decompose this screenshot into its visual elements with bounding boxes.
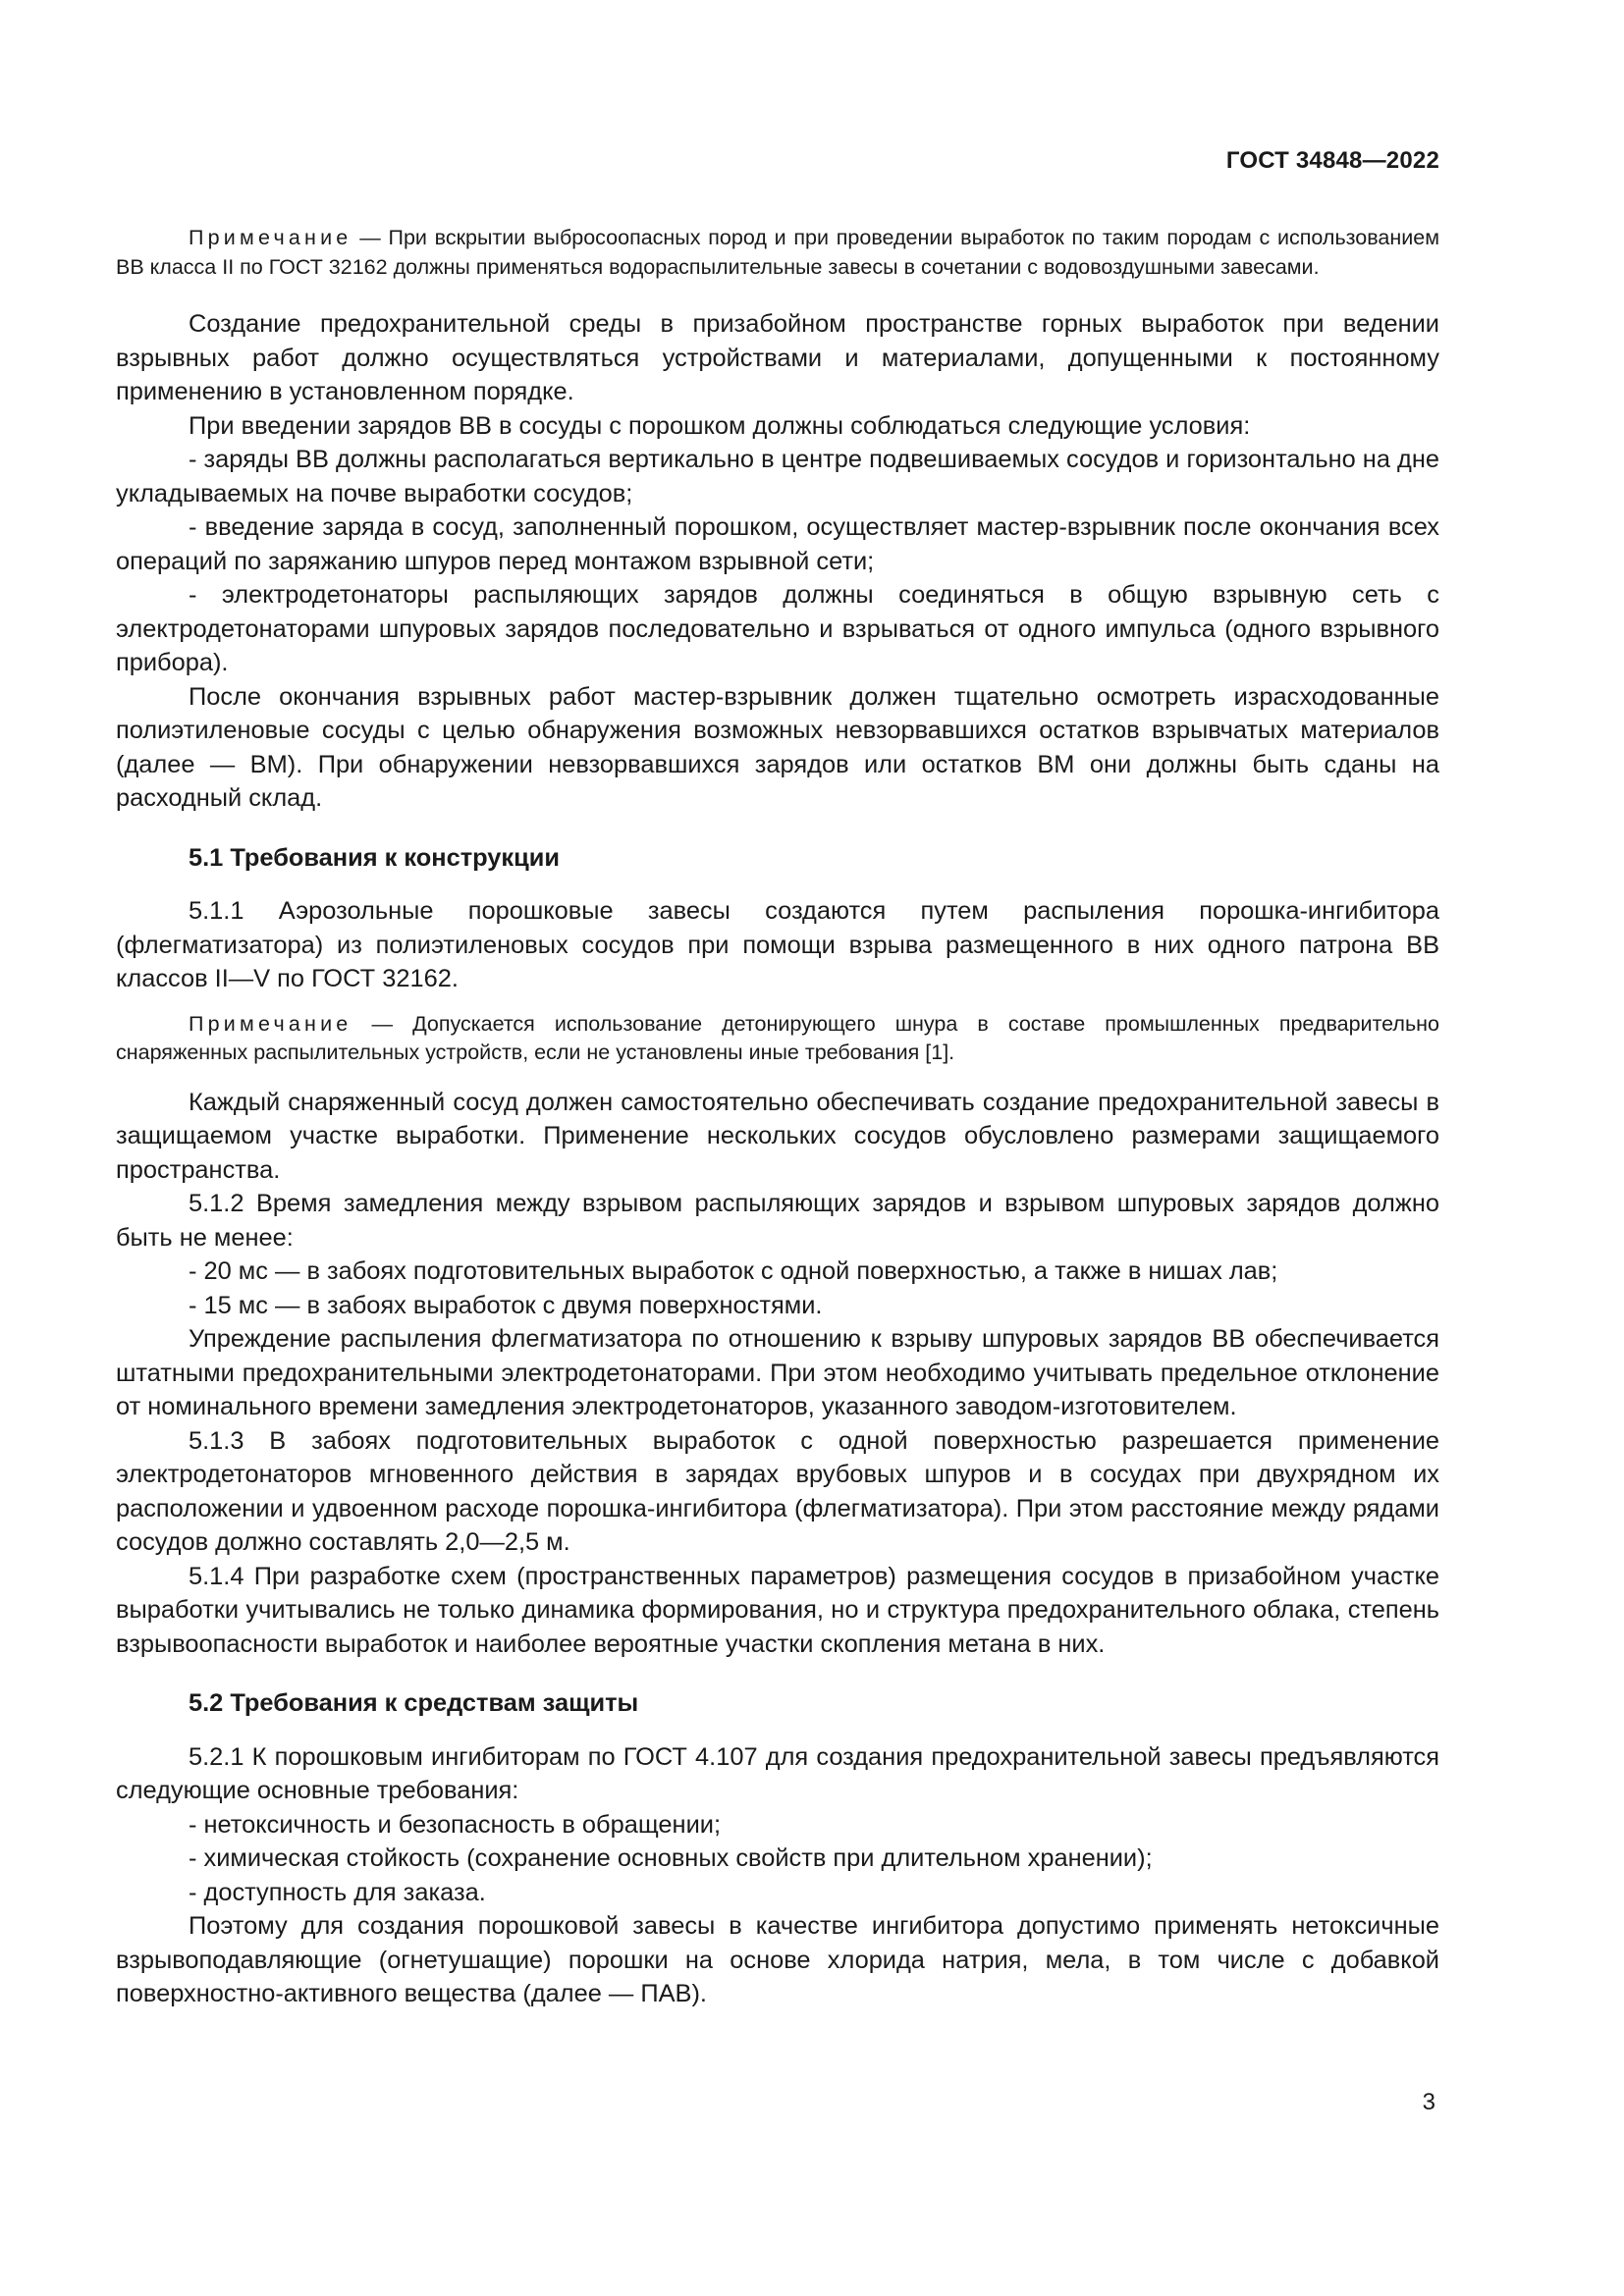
note-2: [116, 1010, 1439, 1068]
list-item: - заряды ВВ должны располагаться вертикально в центре подвешиваемых сосудов и горизонтально на дне укладываемых на почве выработки сосудов;: [116, 446, 1439, 507]
note-1: [116, 224, 1439, 282]
paragraph-5-1-4: 5.1.4 При разработке схем (пространственных параметров) размещения сосудов в призабойном участке выработки учитывались не только динамика формирования, но и структура предохранительного облака, степень взрывоопасности выработок и наиболее вероятные участки скопления метана в них.: [116, 1562, 1439, 1658]
page-number: 3: [1422, 2089, 1435, 2115]
list-item: - нетоксичность и безопасность в обращении;: [189, 1810, 721, 1839]
list-item: - доступность для заказа.: [189, 1878, 486, 1906]
list-item: - химическая стойкость (сохранение основных свойств при длительном хранении);: [189, 1844, 1153, 1872]
note-2-text: — Допускается использование детонирующего шнура в составе промышленных предварительно снаряженных распылительных устройств, если не установлены иные требования [1].: [116, 1011, 1439, 1064]
paragraph-5-2-1: 5.2.1 К порошковым ингибиторам по ГОСТ 4.107 для создания предохранительной завесы предъявляются следующие основные требования:: [116, 1742, 1439, 1804]
standard-id-header: ГОСТ 34848—2022: [1225, 147, 1439, 174]
list-item: - электродетонаторы распыляющих зарядов должны соединяться в общую взрывную сеть с электродетонаторами шпуровых зарядов последовательно и взрываться от одного импульса (одного взрывного прибора).: [116, 581, 1439, 676]
note-1-label: Примечание: [189, 226, 352, 249]
note-2-label: Примечание: [189, 1011, 352, 1036]
page-content: [116, 224, 1439, 2011]
paragraph-1: Создание предохранительной среды в призабойном пространстве горных выработок при ведении взрывных работ должно осуществляться устройствами и материалами, допущенными к постоянному применению в установленном порядке.: [116, 310, 1439, 405]
paragraph-therefore: Поэтому для создания порошковой завесы в качестве ингибитора допустимо применять нетоксичные взрывоподавляющие (огнетушащие) порошки на основе хлорида натрия, мела, в том числе с добавкой поверхностно-активного вещества (далее — ПАВ).: [116, 1912, 1439, 2007]
paragraph-5-1-3: 5.1.3 В забоях подготовительных выработок с одной поверхностью разрешается применение электродетонаторов мгновенного действия в зарядах врубовых шпуров и в сосудах при двухрядном их расположении и удвоенном расходе порошка-ингибитора (флегматизатора). При этом расстояние между рядами сосудов должно составлять 2,0—2,5 м.: [116, 1426, 1439, 1556]
paragraph-5-1-1: 5.1.1 Аэрозольные порошковые завесы создаются путем распыления порошка-ингибитора (флегматизатора) из полиэтиленовых сосудов при помощи взрыва размещенного в них одного патрона ВВ классов II—V по ГОСТ 32162.: [116, 897, 1439, 992]
paragraph-5-1-2: 5.1.2 Время замедления между взрывом распыляющих зарядов и взрывом шпуровых зарядов должно быть не менее:: [116, 1190, 1439, 1252]
list-item: - 15 мс — в забоях выработок с двумя поверхностями.: [189, 1291, 823, 1319]
paragraph-advance: Упреждение распыления флегматизатора по отношению к взрыву шпуровых зарядов ВВ обеспечивается штатными предохранительными электродетонаторами. При этом необходимо учитывать предельное отклонение от номинального времени замедления электродетонаторов, указанного заводом-изготовителем.: [116, 1325, 1439, 1420]
paragraph-3: После окончания взрывных работ мастер-взрывник должен тщательно осмотреть израсходованные полиэтиленовые сосуды с целью обнаружения возможных невзорвавшихся остатков взрывчатых материалов (далее — ВМ). При обнаружении невзорвавшихся зарядов или остатков ВМ они должны быть сданы на расходный склад.: [116, 682, 1439, 812]
section-heading-5-2: 5.2 Требования к средствам защиты: [189, 1689, 639, 1717]
list-item: - введение заряда в сосуд, заполненный порошком, осуществляет мастер-взрывник после окончания всех операций по заряжанию шпуров перед монтажом взрывной сети;: [116, 513, 1439, 575]
note-1-text: — При вскрытии выбросоопасных пород и при проведении выработок по таким породам с использованием ВВ класса II по ГОСТ 32162 должны применяться водораспылительные завесы в сочетании с водовоздушными завесами.: [116, 226, 1439, 279]
section-heading-5-1: 5.1 Требования к конструкции: [189, 843, 560, 872]
paragraph-2: При введении зарядов ВВ в сосуды с порошком должны соблюдаться следующие условия:: [189, 411, 1251, 440]
list-item: - 20 мс — в забоях подготовительных выработок с одной поверхностью, а также в нишах лав;: [189, 1257, 1278, 1285]
paragraph-each-vessel: Каждый снаряженный сосуд должен самостоятельно обеспечивать создание предохранительной завесы в защищаемом участке выработки. Применение нескольких сосудов обусловлено размерами защищаемого пространства.: [116, 1088, 1439, 1184]
